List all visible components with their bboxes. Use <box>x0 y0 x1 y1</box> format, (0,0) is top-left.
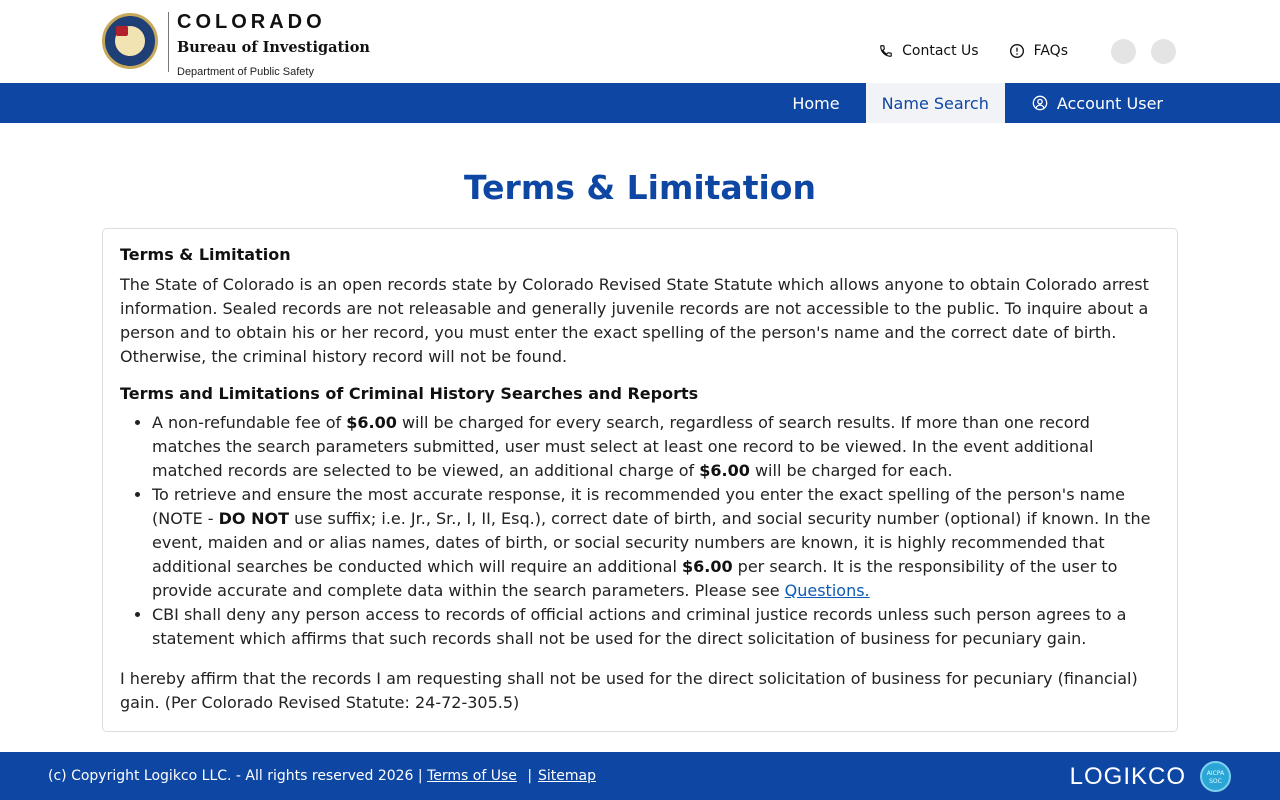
nav-name-search[interactable] <box>866 83 1005 123</box>
terms-card <box>102 228 1178 732</box>
header-circle-button-1[interactable] <box>1111 39 1136 64</box>
footer-separator: | <box>527 768 533 784</box>
logo-title: COLORADO <box>177 11 326 33</box>
aicpa-badge: AICPA SOC <box>1200 761 1231 792</box>
terms-intro-text: The State of Colorado is an open records state by Colorado Revised State Statute which allows anyone to obtain Colorado arrest information. Sealed records are not releasable and generally juvenile records are not accessible to the public. To inquire about a person and to obtain his or her record, you must enter the exact spelling of the person's name and the correct date of birth. Otherwise, the criminal history record will not be found. <box>120 275 1149 366</box>
logo-department: Department of Public Safety <box>177 66 314 78</box>
user-circle-icon <box>1032 95 1048 111</box>
contact-us-label: Contact Us <box>902 43 979 59</box>
copyright-text: (c) Copyright Logikco LLC. - All rights reserved 2026 | <box>48 768 423 784</box>
nav-account-user-label: Account User <box>1056 93 1163 113</box>
fee-amount: $6.00 <box>346 413 397 432</box>
sitemap-link[interactable]: Sitemap <box>538 768 597 784</box>
terms-of-use-link[interactable]: Terms of Use <box>427 768 517 784</box>
footer <box>0 752 1280 800</box>
terms-heading: Terms & Limitation <box>120 245 291 264</box>
nav-name-search-label: Name Search <box>881 93 989 113</box>
cbi-logo[interactable] <box>102 11 370 78</box>
header-circle-button-2[interactable] <box>1151 39 1176 64</box>
fee-amount: $6.00 <box>681 557 733 576</box>
logo-divider <box>168 12 169 72</box>
colorado-seal-logo <box>102 13 158 69</box>
logo-subtitle: Bureau of Investigation <box>177 39 370 56</box>
questions-link[interactable]: Questions. <box>784 581 870 600</box>
list-item-fee: • A non-refundable fee of $6.00 will be charged for every search, regardless of search results. If more than one record matches the search parameters submitted, user must select at least one record to be viewed. In the event additional matched records are selected to be viewed, an additional charge of $6.00 will be charged for each. <box>152 411 1160 483</box>
nav-home-label: Home <box>792 93 840 113</box>
main-navbar <box>0 83 1280 123</box>
criminal-history-heading: Terms and Limitations of Criminal History Searches and Reports <box>120 384 699 403</box>
fee-amount: $6.00 <box>699 461 750 480</box>
nav-account-user[interactable] <box>1005 83 1179 123</box>
faqs-label: FAQs <box>1033 43 1068 59</box>
top-header <box>0 0 1280 83</box>
affirmation-text: I hereby affirm that the records I am requesting shall not be used for the direct solicitation of business for pecuniary (financial) gain. (Per Colorado Revised Statute: 24-72-305.5) <box>120 669 1138 712</box>
faqs-link[interactable] <box>1009 43 1068 59</box>
list-item-accuracy: • To retrieve and ensure the most accurate response, it is recommended you enter the exact spelling of the person's name (NOTE - DO NOT use suffix; i.e. Jr., Sr., I, II, Esq.), correct date of birth, and social security number (optional) if known. In the event, maiden and or alias names, dates of birth, or social security numbers are known, it is highly recommended that additional searches be conducted which will require an additional $6.00 per search. It is the responsibility of the user to provide accurate and complete data within the search parameters. Please see Questions. <box>152 483 1160 603</box>
logikco-logo: LOGIKCO <box>1069 763 1186 790</box>
terms-list <box>120 411 1160 651</box>
page-title: Terms & Limitation <box>464 168 816 207</box>
contact-us-link[interactable] <box>879 43 978 59</box>
alert-circle-icon <box>1009 43 1025 59</box>
phone-icon <box>879 44 893 58</box>
utility-links <box>879 38 1176 64</box>
list-item-cbi-deny: • CBI shall deny any person access to records of official actions and criminal justice records unless such person agrees to a statement which affirms that such records shall not be used for the direct solicitation of business for pecuniary gain. <box>152 603 1160 651</box>
do-not-emphasis: DO NOT <box>218 509 289 528</box>
nav-home[interactable] <box>766 83 865 123</box>
